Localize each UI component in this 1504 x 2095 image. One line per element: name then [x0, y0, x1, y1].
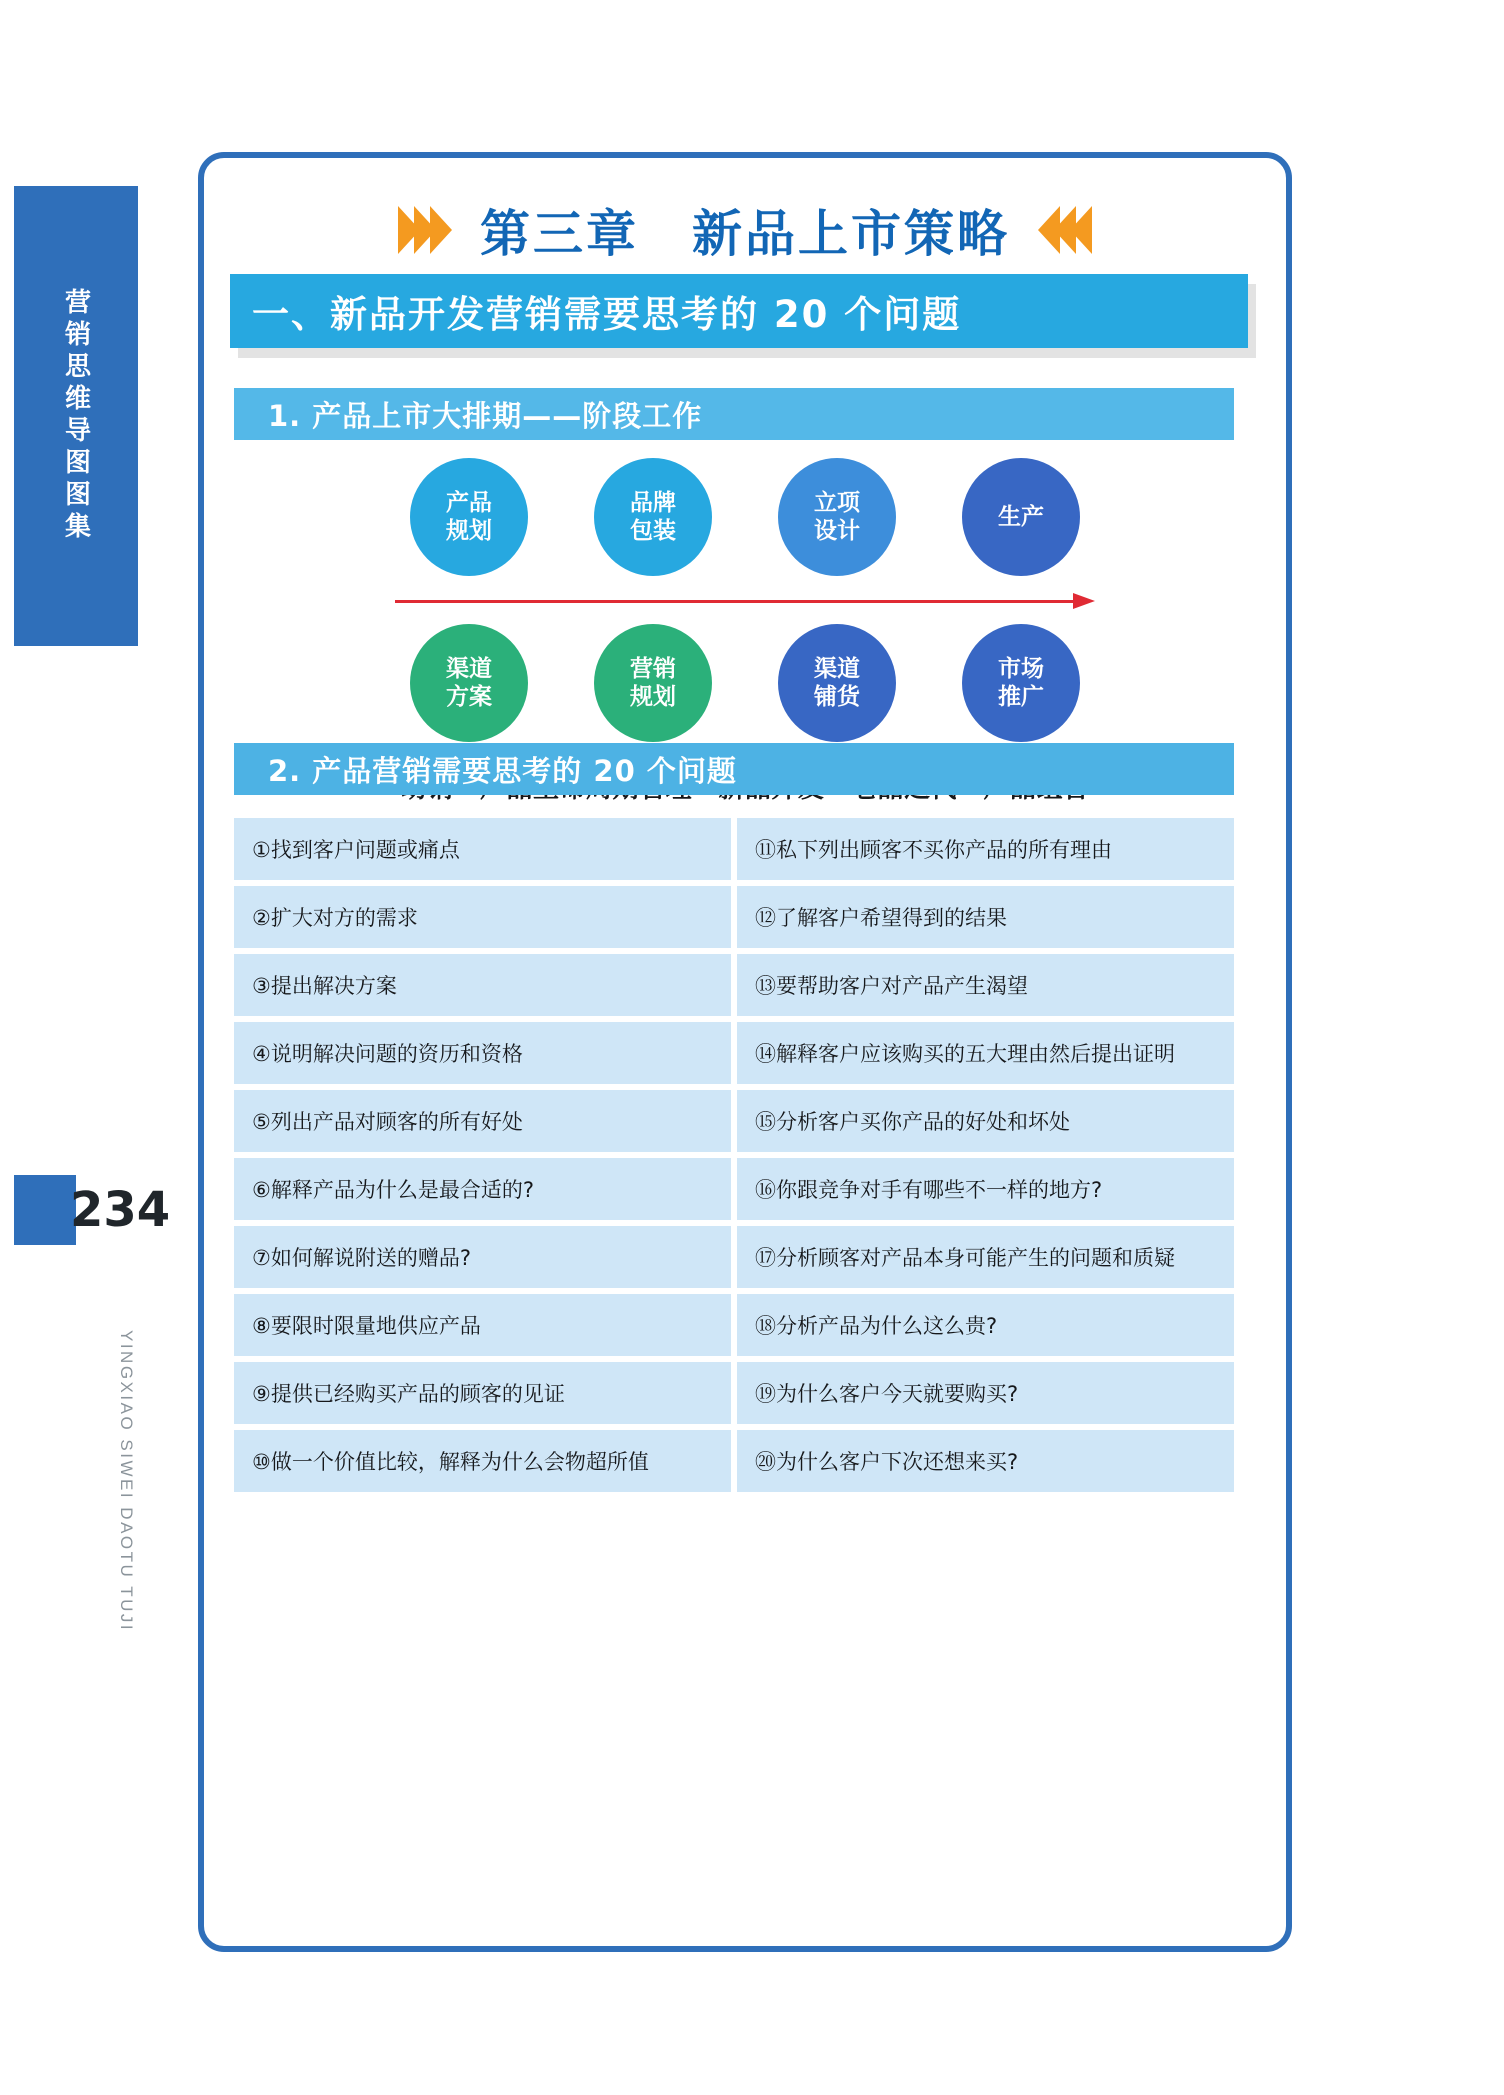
- flow-node-chanpinguihua: [410, 458, 528, 576]
- subsection-2-bar: [234, 743, 1234, 795]
- flow-node-line2: 规划: [446, 518, 492, 544]
- list-item: ⑨提供已经购买产品的顾客的见证: [234, 1362, 731, 1424]
- list-item: ⑪私下列出顾客不买你产品的所有理由: [737, 818, 1234, 880]
- list-item: ⑭解释客户应该购买的五大理由然后提出证明: [737, 1022, 1234, 1084]
- chevron-right-icon: [398, 206, 446, 254]
- flow-node-line1: 营销: [630, 655, 676, 682]
- flow-node-line2: 铺货: [814, 684, 860, 710]
- subsection-1-label: 1. 产品上市大排期——阶段工作: [268, 398, 703, 433]
- flow-node-line2: 设计: [814, 518, 860, 544]
- chapter-title: 第三章 新品上市策略: [480, 205, 1010, 263]
- list-item: ⑥解释产品为什么是最合适的?: [234, 1158, 731, 1220]
- chevron-left-icon: [1044, 206, 1092, 254]
- flow-node-pinpaibaozhuang: [594, 458, 712, 576]
- content-card: [198, 152, 1292, 1952]
- list-item: ⑮分析客户买你产品的好处和坏处: [737, 1090, 1234, 1152]
- questions-column-left: [234, 818, 731, 1492]
- flow-node-line1: 产品: [446, 489, 492, 516]
- flow-node-line2: 推广: [998, 684, 1044, 710]
- flow-node-line1: 渠道: [814, 655, 860, 682]
- flow-node-yingxiaoguihua: [594, 624, 712, 742]
- questions-table: [234, 818, 1234, 1492]
- list-item: ③提出解决方案: [234, 954, 731, 1016]
- side-pinyin-label: YINGXIAO SIWEI DAOTU TUJI: [117, 1330, 136, 1633]
- list-item: ⑱分析产品为什么这么贵?: [737, 1294, 1234, 1356]
- list-item: ⑫了解客户希望得到的结果: [737, 886, 1234, 948]
- process-flow-row-1: [204, 458, 1286, 576]
- list-item: ⑰分析顾客对产品本身可能产生的问题和质疑: [737, 1226, 1234, 1288]
- process-flow-row-2: [204, 624, 1286, 742]
- flow-node-shengchan: [962, 458, 1080, 576]
- list-item: ②扩大对方的需求: [234, 886, 731, 948]
- subsection-2-label: 2. 产品营销需要思考的 20 个问题: [268, 753, 737, 788]
- flow-node-line1: 生产: [998, 503, 1044, 530]
- flow-node-line2: 规划: [630, 684, 676, 710]
- side-tab-label: 营销思维导图图集: [60, 288, 91, 544]
- flow-node-line2: 包装: [630, 518, 676, 544]
- page-number: 234: [70, 1182, 171, 1238]
- flow-node-shichangtuiguang: [962, 624, 1080, 742]
- flow-node-line1: 品牌: [630, 489, 676, 516]
- flow-node-line1: 市场: [998, 655, 1044, 682]
- questions-column-right: [737, 818, 1234, 1492]
- list-item: ⑳为什么客户下次还想来买?: [737, 1430, 1234, 1492]
- flow-node-line2: 方案: [446, 684, 492, 710]
- list-item: ⑲为什么客户今天就要购买?: [737, 1362, 1234, 1424]
- list-item: ⑤列出产品对顾客的所有好处: [234, 1090, 731, 1152]
- list-item: ⑧要限时限量地供应产品: [234, 1294, 731, 1356]
- flow-node-line1: 立项: [814, 489, 860, 516]
- flow-node-line1: 渠道: [446, 655, 492, 682]
- list-item: ⑬要帮助客户对产品产生渴望: [737, 954, 1234, 1016]
- section-banner: [230, 274, 1248, 348]
- flow-node-qudaopuhuo: [778, 624, 896, 742]
- list-item: ⑩做一个价值比较，解释为什么会物超所值: [234, 1430, 731, 1492]
- list-item: ①找到客户问题或痛点: [234, 818, 731, 880]
- chapter-header: [204, 188, 1286, 272]
- list-item: ⑯你跟竞争对手有哪些不一样的地方?: [737, 1158, 1234, 1220]
- list-item: ④说明解决问题的资历和资格: [234, 1022, 731, 1084]
- flow-node-lixiangsheji: [778, 458, 896, 576]
- flow-arrow: [395, 592, 1095, 612]
- flow-node-qudaofangan: [410, 624, 528, 742]
- subsection-1-bar: [234, 388, 1234, 440]
- page-number-block: [14, 1175, 76, 1245]
- side-tab-block: [14, 186, 138, 646]
- list-item: ⑦如何解说附送的赠品?: [234, 1226, 731, 1288]
- section-banner-label: 一、新品开发营销需要思考的 20 个问题: [252, 293, 962, 336]
